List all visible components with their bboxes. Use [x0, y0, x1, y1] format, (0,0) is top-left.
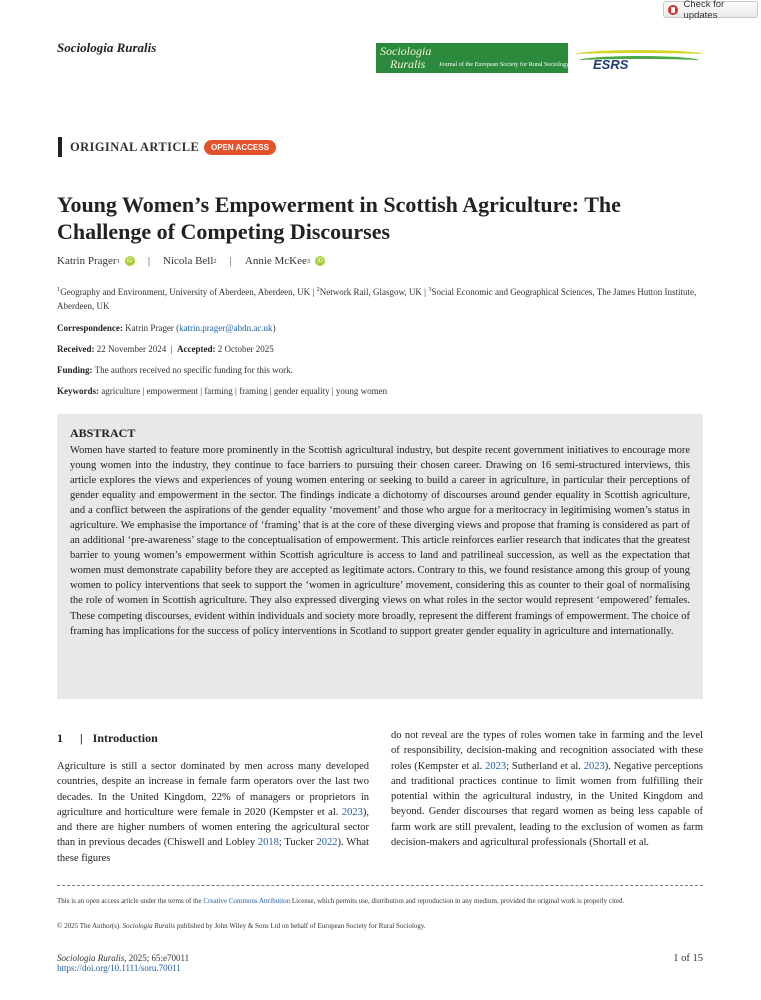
journal-name: Sociologia Ruralis: [57, 40, 157, 55]
open-access-badge: OPEN ACCESS: [204, 140, 276, 155]
abstract-text: Women have started to feature more prominently in the Scottish agricultural industry, but despite recent government initiatives to encourage more young women into the industry, they continue to face barriers to pursuing their chosen career. Drawing on 16 semi-structured interviews, this article explores the views and experiences of young women entering or seeking to build a career in agriculture, in particular their perceptions of gender equality and empowerment in the sector. The findings indicate a dichotomy of discourses around gender equality in Scottish agriculture, and a conflict between the aspirations of the gender equality ‘movement’ and those who argue for a meritocracy in legitimising women’s status in agriculture. We emphasise the importance of ‘framing’ that is at the core of these diverging views and propose that framing is considered as part of an additional ‘pre-awareness’ stage to the conceptualisation of empowerment. This article reinforces earlier research that indicates that the greatest barrier to young women’s empowerment within Scottish agriculture is access to land and patrilineal succession, as well as the expectation that women must demonstrate capability before they are accepted as legitimate actors. Contrary to this, we found resistance among this group of young women to policy interventions that seek to support the ‘women in agriculture’ movement, considering this as counter to their goal of normalising the role of women in Scottish agriculture. They also expressed diverging views on what roles in the sector would represent ‘empowered’ females. These competing discourses, evident within individuals and society more broadly, represent the different framings of empowerment. The choice of framing has implications for the success of policy interventions in Scotland to support greater gender equality in agriculture and internationally.: [70, 445, 690, 637]
citation-link[interactable]: 2018: [257, 837, 279, 849]
article-type-bar: [58, 137, 62, 157]
abstract-heading: ABSTRACT: [70, 426, 136, 440]
article-type: ORIGINAL ARTICLE: [70, 140, 200, 154]
author-name[interactable]: Nicola Bell: [163, 255, 214, 267]
logo-line1: Sociologia: [380, 44, 432, 58]
affiliation: Geography and Environment, University of Aberdeen, Aberdeen, UK: [60, 287, 311, 297]
orcid-icon[interactable]: iD: [315, 256, 325, 266]
author-separator: |: [229, 255, 232, 267]
doi-link[interactable]: https://doi.org/10.1111/soru.70011: [57, 963, 181, 973]
logo-tagline: Journal of the European Society for Rural Sociology: [439, 61, 570, 68]
logo-line2: Ruralis: [390, 57, 426, 71]
citation-link[interactable]: 2023: [341, 806, 363, 818]
check-for-updates-button[interactable]: [663, 0, 758, 21]
section-number: 1: [57, 731, 63, 745]
section-heading: 1 | Introduction: [57, 731, 158, 745]
author-sup: 3: [306, 257, 311, 265]
page-number: 1 of 15: [673, 953, 703, 964]
intro-right-column: do not reveal are the types of roles women take in farming and the level of responsibility, decision-making and recognition associated with these roles (Kempster et al. 2023; Sutherland et al. 2023). Negative perceptions and traditional practices continue to limit women from fulfilling their potential within the agricultural industry, in the United Kingdom and beyond. Gender discourses that regard women as being less capable of farm work are still prevalent, leading to the exclusion of women as farm decision-makers and agricultural professionals (Shortall et al.: [391, 730, 703, 849]
license-note: This is an open access article under the terms of the Creative Commons Attribution License, which permits use, distribution and reproduction in any medium, provided the original work is properly cited.: [57, 897, 625, 905]
orcid-icon[interactable]: iD: [125, 256, 135, 266]
esrs-logo: [575, 48, 703, 74]
esrs-logo-text: ESRS: [593, 57, 629, 72]
funding: Funding: The authors received no specific funding for this work.: [57, 365, 293, 375]
journal-logo: [376, 43, 568, 73]
section-title: Introduction: [92, 731, 158, 745]
license-link[interactable]: Creative Commons Attribution: [203, 897, 291, 905]
footer-journal-ref: Sociologia Ruralis, 2025; 65:e70011: [57, 953, 190, 963]
citation-link[interactable]: 2022: [316, 837, 338, 849]
article-dates: Received: 22 November 2024 | Accepted: 2 October 2025: [57, 344, 274, 354]
author-list: [57, 255, 325, 267]
author-separator: |: [147, 255, 151, 267]
check-for-updates-icon: [668, 5, 678, 15]
affiliations: $^1$Geography and Environment, University of Aberdeen, Aberdeen, UK | $^2$Network Rail, Glasgow, UK | $^3$Social Economic and Geographical Sciences, The James Hutton Institute, Aberdeen, UK: [57, 286, 697, 311]
copyright-note: © 2025 The Author(s). Sociologia Ruralis published by John Wiley & Sons Ltd on behalf of European Society for Rural Sociology.: [57, 922, 426, 930]
article-title: Young Women’s Empowerment in Scottish Agriculture: The Challenge of Competing Discourses: [57, 192, 621, 244]
check-for-updates-label: Check for updates: [683, 0, 725, 21]
affiliation: Network Rail, Glasgow, UK: [319, 287, 422, 297]
intro-left-column: Agriculture is still a sector dominated by men across many developed countries, despite an increase in female farm operators over the last two decades. In the United Kingdom, 22% of managers or proprietors in agriculture and horticulture were female in 2020 (Kempster et al. 2023), and there are higher numbers of women entering the agricultural sector than in previous decades (Chiswell and Lobley 2018; Tucker 2022). What these figures: [57, 761, 370, 864]
author-sup: 2: [213, 257, 217, 265]
author-name[interactable]: Katrin Prager: [57, 255, 117, 267]
keywords: Keywords: agriculture | empowerment | farming | framing | gender equality | young women: [57, 386, 388, 396]
citation-link[interactable]: 2023: [583, 760, 605, 772]
citation-link[interactable]: 2023: [485, 760, 507, 772]
correspondence: Correspondence: Katrin Prager (katrin.prager@abdn.ac.uk): [57, 323, 276, 333]
footer-divider: [57, 885, 703, 886]
email-link[interactable]: katrin.prager@abdn.ac.uk: [179, 323, 273, 333]
author-name[interactable]: Annie McKee: [244, 255, 307, 267]
author-sup: 1: [116, 257, 120, 265]
affiliation: Social Economic and Geographical Sciences, The James Hutton Institute, Aberdeen, UK: [57, 287, 697, 311]
